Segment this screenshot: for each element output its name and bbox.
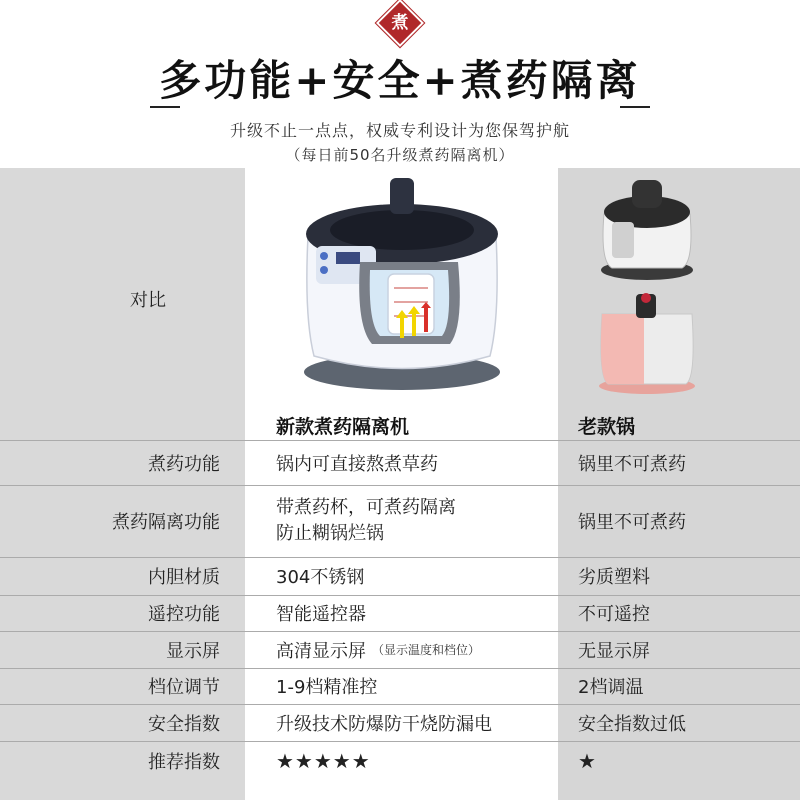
- row-new-isolation-line1: 带煮药杯，可煮药隔离: [276, 497, 456, 518]
- row-new-display-note: （显示温度和档位）: [372, 643, 481, 657]
- headline-rule-right: [620, 106, 650, 108]
- seal-character: 煮: [391, 13, 409, 33]
- new-product-title: 新款煮药隔离机: [276, 416, 410, 438]
- row-label-safety: 安全指数: [148, 713, 220, 735]
- row-old-display: 无显示屏: [578, 640, 650, 662]
- headline-rule-left: [150, 106, 180, 108]
- row-label-remote: 遥控功能: [148, 604, 220, 625]
- comparison-table: [0, 168, 800, 800]
- page-subline-note: （每日前50名升级煮药隔离机）: [285, 146, 515, 164]
- row-old-isolation: 锅里不可煮药: [578, 512, 686, 533]
- new-steamer-image: [290, 176, 520, 401]
- row-label-recommend: 推荐指数: [148, 752, 220, 773]
- row-new-display: [276, 631, 556, 668]
- page-headline: 多功能+安全+煮药隔离: [159, 56, 641, 105]
- old-product-title: 老款锅: [578, 416, 636, 438]
- row-new-remote: 智能遥控器: [276, 604, 366, 625]
- old-steamer-image-2: [592, 286, 702, 396]
- old-steamer-image-1: [592, 174, 702, 284]
- row-label-gear: 档位调节: [148, 677, 220, 698]
- row-new-isolation-line2: 防止糊锅烂锅: [276, 523, 384, 544]
- row-old-recommend-stars: ★: [578, 749, 597, 773]
- page-header: [0, 0, 800, 168]
- row-new-material: 304不锈钢: [276, 567, 365, 588]
- row-new-recommend-stars: ★★★★★: [276, 749, 371, 773]
- row-label-display: 显示屏: [166, 640, 220, 662]
- row-new-safety: 升级技术防爆防干烧防漏电: [276, 713, 492, 735]
- row-new-cook: 锅内可直接熬煮草药: [276, 453, 438, 475]
- row-old-remote: 不可遥控: [578, 604, 650, 625]
- row-new-display-text: 高清显示屏: [276, 640, 366, 662]
- row-new-gear: 1-9档精准控: [276, 677, 378, 698]
- row-old-gear: 2档调温: [578, 677, 644, 698]
- page-subline: 升级不止一点点，权威专利设计为您保驾护航: [229, 121, 570, 140]
- row-old-cook: 锅里不可煮药: [578, 453, 686, 475]
- row-old-material: 劣质塑料: [578, 567, 650, 588]
- row-old-safety: 安全指数过低: [578, 713, 686, 735]
- row-label-isolation: 煮药隔离功能: [112, 512, 220, 533]
- row-label-cook: 煮药功能: [148, 453, 220, 475]
- compare-label: 对比: [130, 290, 166, 311]
- row-label-material: 内胆材质: [148, 567, 220, 588]
